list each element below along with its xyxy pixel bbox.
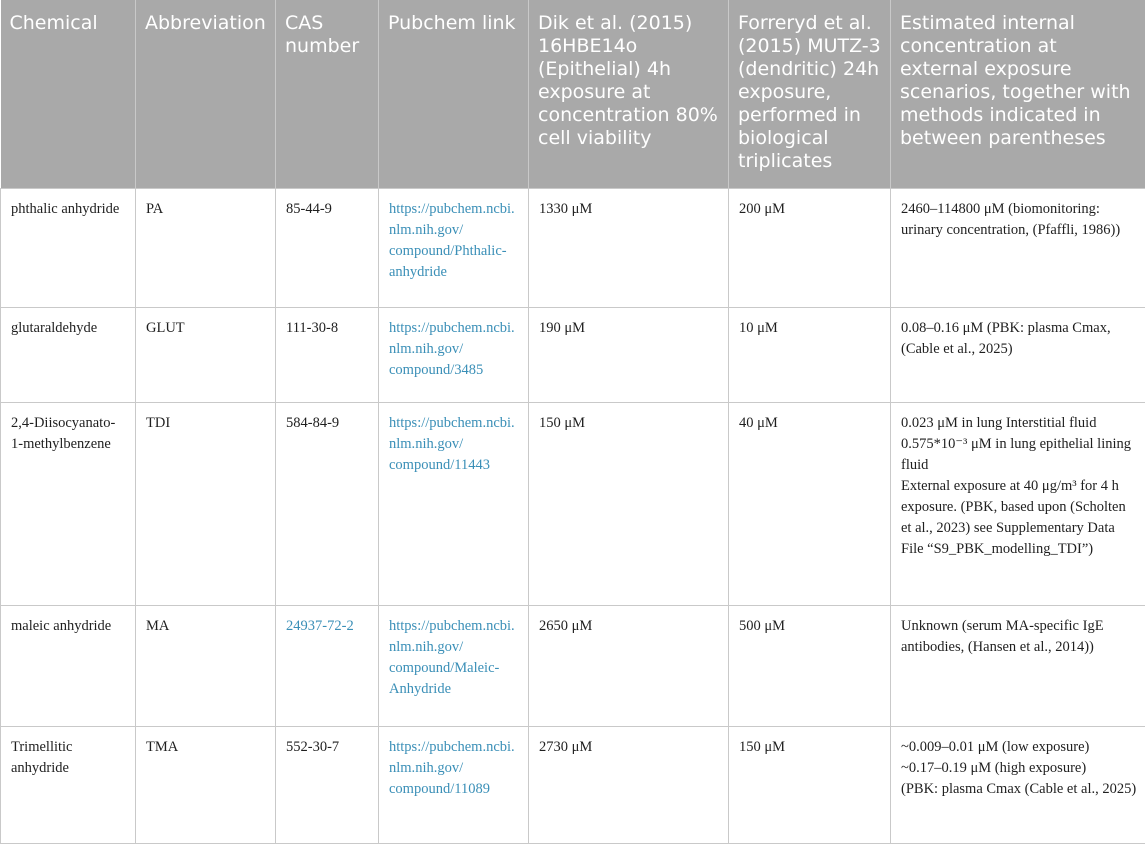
pubchem-link[interactable]: https://pubchem.ncbi.nlm.nih.gov/compound/3485 [389,320,515,378]
cell-abbreviation: TDI [136,402,276,605]
cell-forreryd: 10 μM [729,307,891,402]
cell-abbreviation: PA [136,188,276,307]
cell-estimate [891,307,1145,402]
cell-abbreviation: GLUT [136,307,276,402]
header-chemical: Chemical [1,0,136,188]
cell-estimate [891,605,1145,726]
cell-chemical: maleic anhydride [1,605,136,726]
cell-forreryd: 150 μM [729,726,891,843]
header-dik-2015: Dik et al. (2015) 16HBE14o (Epithelial) 4h exposure at concentration 80% cell viability [529,0,729,188]
cell-chemical: 2,4-Diisocyanato-1-methylbenzene [1,402,136,605]
estimate-line: 0.023 μM in lung Interstitial fluid [901,413,1137,434]
estimate-line: ~0.009–0.01 μM (low exposure) [901,737,1137,758]
cell-dik: 150 μM [529,402,729,605]
cell-abbreviation: MA [136,605,276,726]
cell-dik: 190 μM [529,307,729,402]
cell-chemical: phthalic anhydride [1,188,136,307]
cell-estimate [891,726,1145,843]
cell-cas: 552-30-7 [276,726,379,843]
cell-dik: 2730 μM [529,726,729,843]
cell-pubchem-link [379,188,529,307]
header-pubchem-link: Pubchem link [379,0,529,188]
table-row [1,726,1145,843]
pubchem-link[interactable]: https://pubchem.ncbi.nlm.nih.gov/compound/Phthalic-anhydride [389,201,515,280]
estimate-line: Unknown (serum MA-specific IgE antibodies, (Hansen et al., 2014)) [901,616,1137,658]
table-row [1,188,1145,307]
pubchem-link[interactable]: https://pubchem.ncbi.nlm.nih.gov/compound/11089 [389,739,515,797]
cell-cas: 584-84-9 [276,402,379,605]
cell-chemical: Trimellitic anhydride [1,726,136,843]
estimate-line: ~0.17–0.19 μM (high exposure) [901,758,1137,779]
cell-dik: 1330 μM [529,188,729,307]
cell-abbreviation: TMA [136,726,276,843]
cell-estimate [891,188,1145,307]
estimate-line: (PBK: plasma Cmax (Cable et al., 2025) [901,779,1137,800]
header-forreryd-2015: Forreryd et al. (2015) MUTZ-3 (dendritic) 24h exposure, performed in biological triplicates [729,0,891,188]
pubchem-link[interactable]: https://pubchem.ncbi.nlm.nih.gov/compound/Maleic-Anhydride [389,618,515,697]
pubchem-link[interactable]: https://pubchem.ncbi.nlm.nih.gov/compound/11443 [389,415,515,473]
header-abbreviation: Abbreviation [136,0,276,188]
estimate-line: External exposure at 40 μg/m³ for 4 h exposure. (PBK, based upon (Scholten et al., 2023) see Supplementary Data File “S9_PBK_modelling_TDI”) [901,476,1137,560]
table-row [1,605,1145,726]
estimate-line: 2460–114800 μM (biomonitoring: urinary concentration, (Pfaffli, 1986)) [901,199,1137,241]
cell-forreryd: 40 μM [729,402,891,605]
cell-cas: 111-30-8 [276,307,379,402]
header-row [1,0,1145,188]
cell-pubchem-link [379,726,529,843]
cell-dik: 2650 μM [529,605,729,726]
header-estimated-concentration: Estimated internal concentration at external exposure scenarios, together with methods indicated in between parentheses [891,0,1145,188]
cell-estimate [891,402,1145,605]
cell-forreryd: 500 μM [729,605,891,726]
cell-pubchem-link [379,605,529,726]
cell-pubchem-link [379,307,529,402]
header-cas-number: CAS number [276,0,379,188]
cell-chemical: glutaraldehyde [1,307,136,402]
estimate-line: 0.575*10⁻³ μM in lung epithelial lining fluid [901,434,1137,476]
cas-link[interactable]: 24937-72-2 [286,618,354,634]
table-row [1,402,1145,605]
cell-cas: 85-44-9 [276,188,379,307]
estimate-line: 0.08–0.16 μM (PBK: plasma Cmax, (Cable et al., 2025) [901,318,1137,360]
cell-cas [276,605,379,726]
cell-forreryd: 200 μM [729,188,891,307]
table-row [1,307,1145,402]
cell-pubchem-link [379,402,529,605]
